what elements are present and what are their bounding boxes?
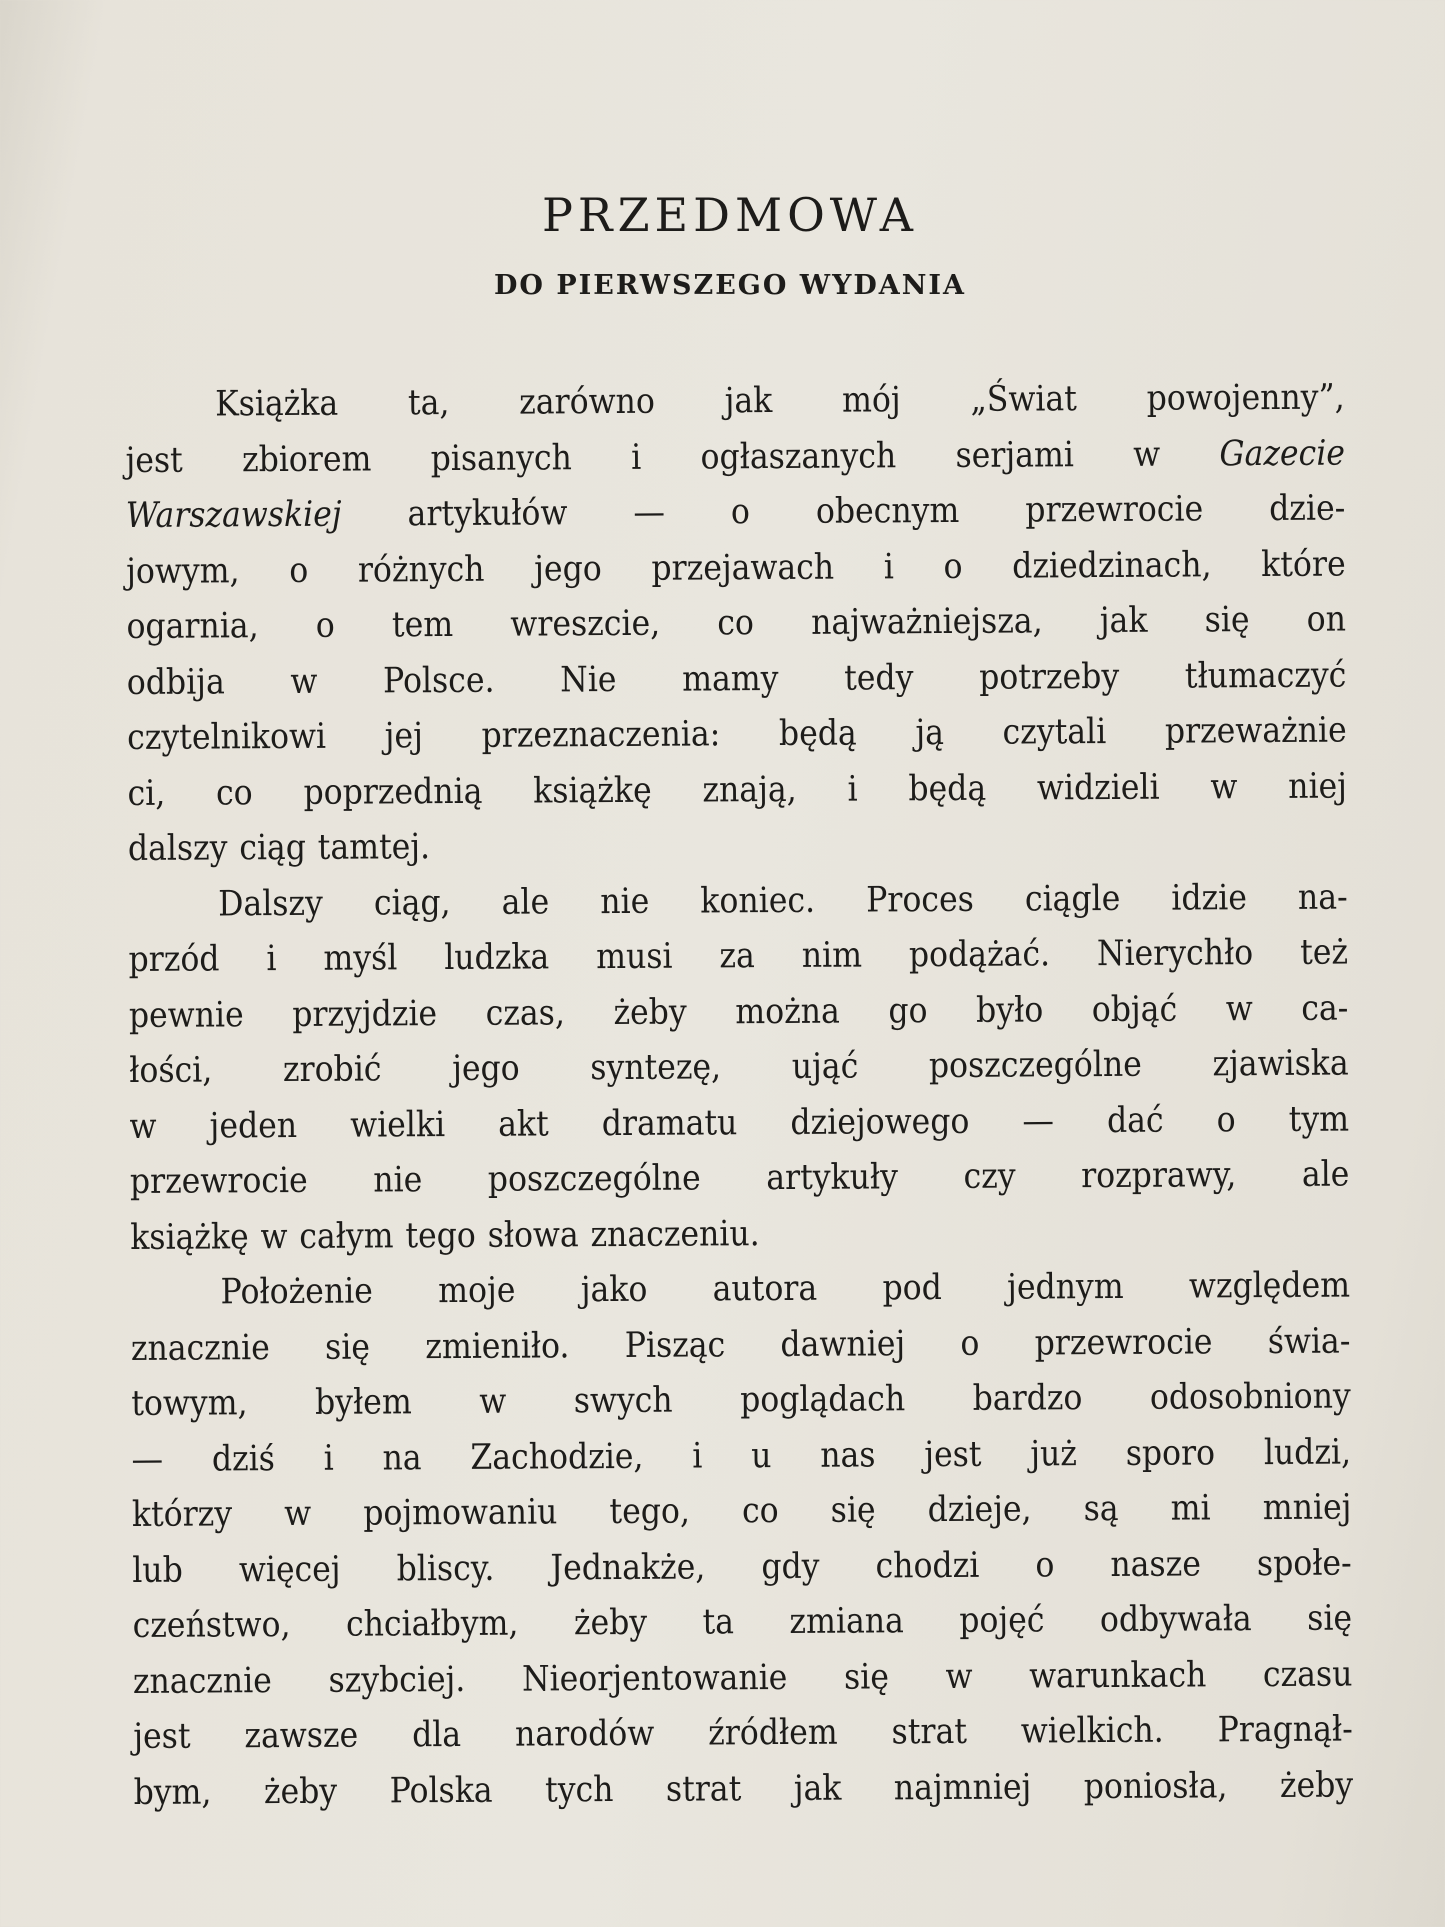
text-segment: odbija w Polsce. Nie mamy tedy potrzeby tłumaczyć <box>126 655 1347 703</box>
text-line <box>133 1758 1353 1821</box>
text-segment: przewrocie nie poszczególne artykuły czy rozprawy, ale <box>129 1154 1350 1202</box>
text-segment: czeństwo, chciałbym, żeby ta zmiana pojęć odbywała się <box>132 1598 1353 1646</box>
text-segment: Położenie moje jako autora pod jednym względem <box>220 1265 1351 1313</box>
text-segment: towym, byłem w swych poglądach bardzo odosobniony <box>131 1376 1351 1424</box>
text-line <box>131 1314 1351 1377</box>
text-line <box>130 1148 1350 1211</box>
italic-text: Warszawskiej <box>125 494 342 536</box>
text-segment: artykułów — o obecnym przewrocie dzie- <box>341 488 1346 535</box>
text-line <box>128 815 1348 878</box>
text-segment: Dalszy ciąg, ale nie koniec. Proces ciągle idzie na- <box>218 877 1348 924</box>
text-segment: lub więcej bliscy. Jednakże, gdy chodzi o nasze społe- <box>132 1543 1352 1591</box>
text-line <box>131 1370 1351 1433</box>
text-line <box>126 482 1346 545</box>
text-segment: ci, co poprzednią książkę znają, i będą widzieli w niej <box>127 766 1348 814</box>
text-segment: łości, zrobić jego syntezę, ująć poszczególne zjawiska <box>129 1043 1349 1091</box>
text-line <box>132 1481 1352 1544</box>
chapter-title: PRZEDMOWA <box>541 188 919 242</box>
text-segment: przód i myśl ludzka musi za nim podążać. Nierychło też <box>128 932 1349 980</box>
text-segment: książkę w całym tego słowa znaczeniu. <box>130 1213 760 1258</box>
text-line <box>132 1592 1352 1655</box>
text-line <box>129 1037 1349 1100</box>
text-line <box>133 1703 1353 1766</box>
text-segment: bym, żeby Polska tych strat jak najmniej poniosła, żeby <box>133 1765 1354 1813</box>
text-line <box>130 1259 1350 1322</box>
text-line <box>129 981 1349 1044</box>
chapter-subtitle: DO PIERWSZEGO WYDANIA <box>494 270 966 301</box>
text-line <box>125 426 1345 489</box>
body-text <box>125 371 1354 1821</box>
text-segment: którzy w pojmowaniu tego, co się dzieje, są mi mniej <box>131 1487 1352 1535</box>
text-line <box>133 1647 1353 1710</box>
text-segment: ogarnia, o tem wreszcie, co najważniejsza, jak się on <box>126 599 1347 647</box>
text-segment: — dziś i na Zachodzie, i u nas jest już sporo ludzi, <box>131 1432 1352 1480</box>
text-segment: czytelnikowi jej przeznaczenia: będą ją czytali przeważnie <box>127 710 1347 758</box>
text-line <box>127 759 1347 822</box>
text-segment: jest zawsze dla narodów źródłem strat wielkich. Pragnął- <box>133 1709 1353 1757</box>
text-segment: w jeden wielki akt dramatu dziejowego — dać o tym <box>129 1099 1350 1147</box>
text-segment: dalszy ciąg tamtej. <box>127 827 431 869</box>
text-segment: jest zbiorem pisanych i ogłaszanych serjami w <box>125 433 1220 481</box>
text-line <box>125 371 1345 434</box>
text-line <box>126 593 1346 656</box>
text-line <box>131 1425 1351 1488</box>
italic-text: Gazecie <box>1219 433 1346 474</box>
text-segment: pewnie przyjdzie czas, żeby można go było objąć w ca- <box>128 988 1349 1036</box>
text-segment: znacznie się zmieniło. Pisząc dawniej o przewrocie świa- <box>130 1321 1351 1369</box>
text-line <box>126 537 1346 600</box>
text-line <box>127 648 1347 711</box>
text-line <box>132 1536 1352 1599</box>
text-line <box>129 1092 1349 1155</box>
text-segment: Książka ta, zarówno jak mój „Świat powojenny”, <box>215 377 1345 425</box>
text-segment: znacznie szybciej. Nieorjentowanie się w warunkach czasu <box>132 1654 1353 1702</box>
text-line <box>127 704 1347 767</box>
text-line <box>128 926 1348 989</box>
text-segment: jowym, o różnych jego przejawach i o dziedzinach, które <box>126 544 1346 592</box>
text-line <box>130 1203 1350 1266</box>
text-line <box>128 870 1348 933</box>
